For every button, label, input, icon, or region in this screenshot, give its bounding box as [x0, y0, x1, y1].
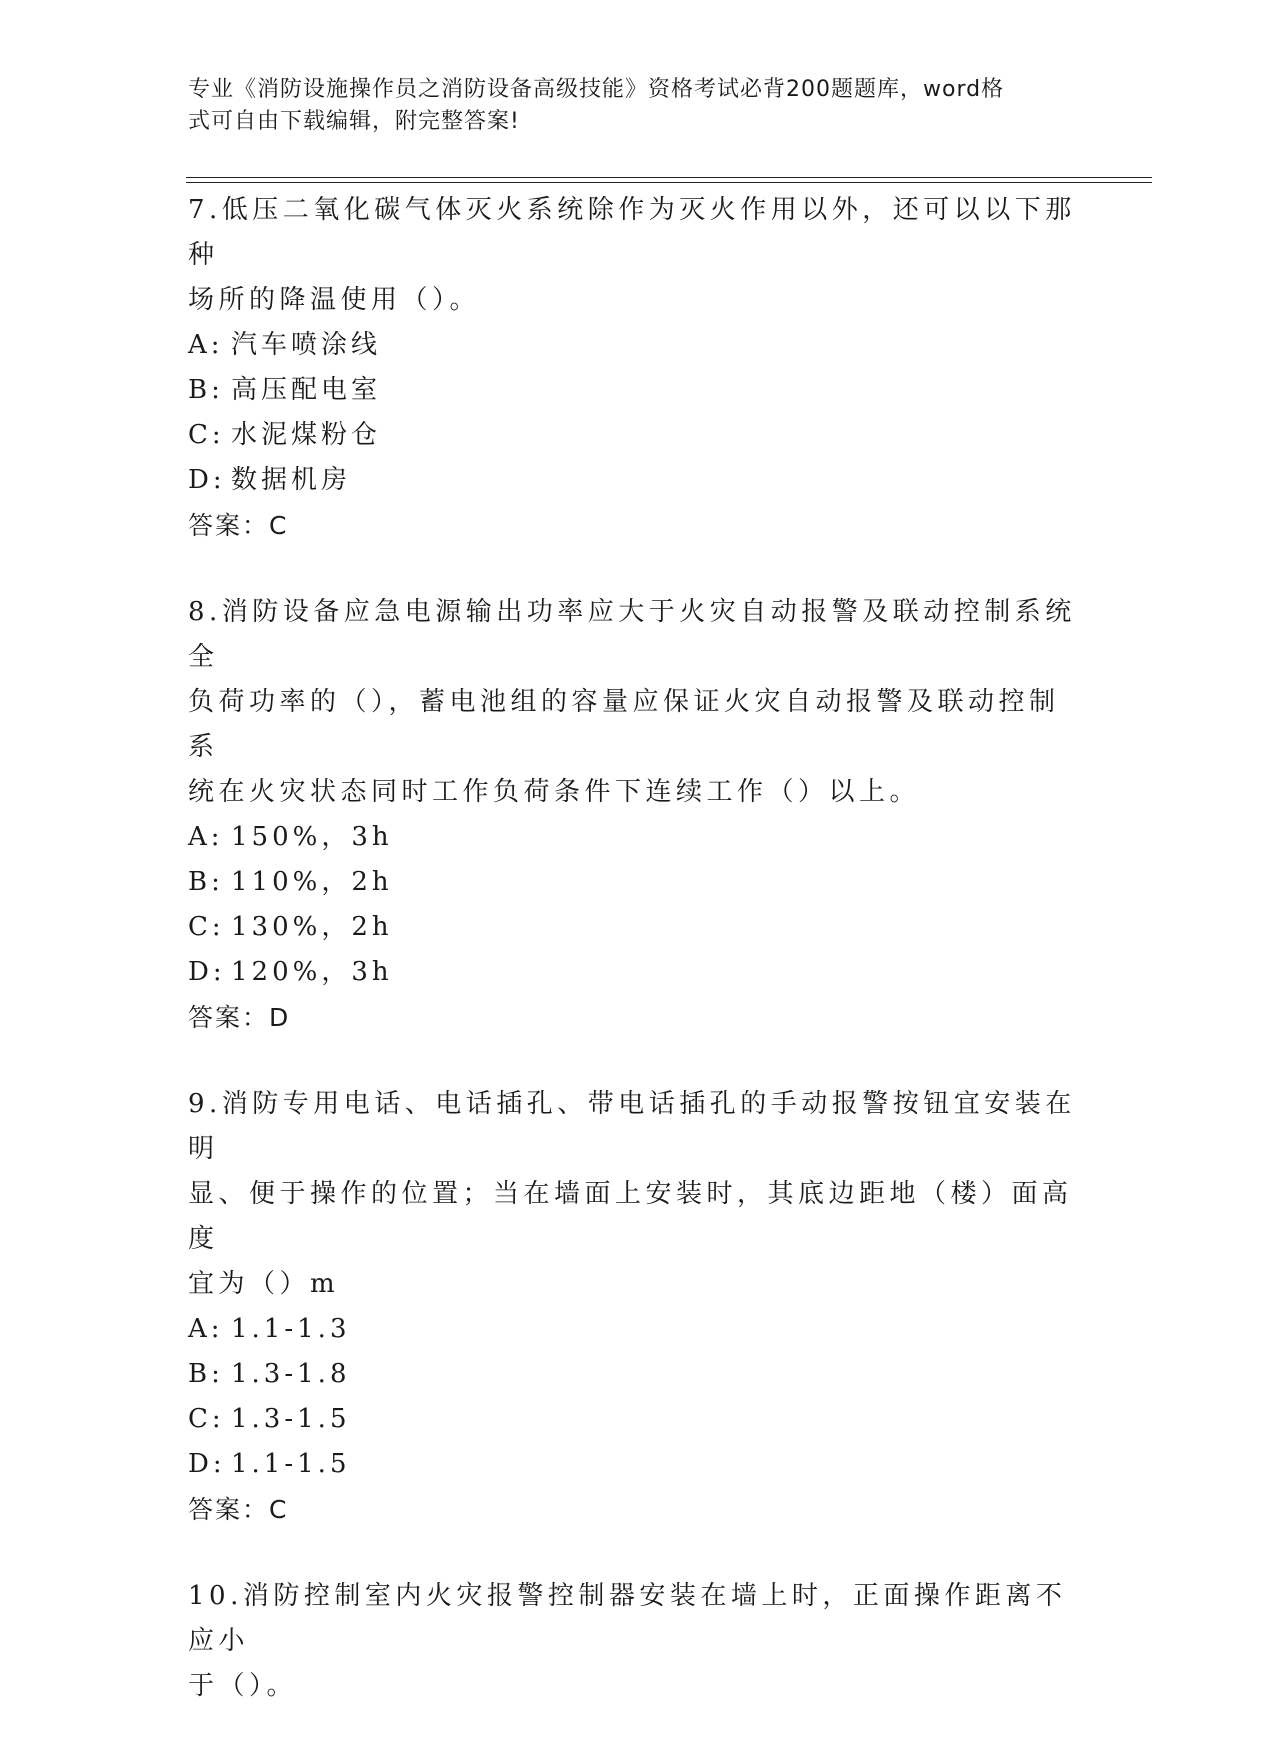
option-key: B:	[188, 1359, 224, 1389]
option-b	[188, 1352, 1088, 1397]
option-text: 110%，2h	[231, 867, 393, 897]
option-key: B:	[188, 867, 224, 897]
question-line: 8.消防设备应急电源输出功率应大于火灾自动报警及联动控制系统全	[188, 597, 1076, 672]
question-block	[188, 188, 1088, 548]
question-line: 显、便于操作的位置；当在墙面上安装时，其底边距地（楼）面高度	[188, 1179, 1073, 1254]
option-key: C:	[188, 912, 225, 942]
question-line: 7.低压二氧化碳气体灭火系统除作为灭火作用以外，还可以以下那种	[188, 195, 1076, 270]
option-text: 130%，2h	[231, 912, 393, 942]
option-key: A:	[188, 822, 224, 852]
option-key: A:	[188, 1314, 224, 1344]
question-line: 10.消防控制室内火灾报警控制器安装在墙上时，正面操作距离不应小	[188, 1581, 1067, 1656]
option-d	[188, 458, 1088, 503]
option-c	[188, 1397, 1088, 1442]
question-line: 宜为（）m	[188, 1269, 340, 1299]
option-key: D:	[188, 957, 226, 987]
answer-line: 答案：C	[188, 511, 289, 540]
header-divider-top	[186, 177, 1152, 178]
header-line-2: 式可自由下载编辑，附完整答案!	[188, 109, 520, 134]
question-line: 场所的降温使用（）。	[188, 285, 481, 315]
option-text: 120%，3h	[231, 957, 393, 987]
option-b	[188, 368, 1088, 413]
option-text: 1.1-1.5	[231, 1449, 351, 1479]
option-key: D:	[188, 465, 226, 495]
option-text: 高压配电室	[231, 375, 382, 405]
document-header	[188, 74, 1068, 138]
option-d	[188, 950, 1088, 995]
option-key: D:	[188, 1449, 226, 1479]
question-block	[188, 1082, 1088, 1532]
option-key: B:	[188, 375, 224, 405]
question-block	[188, 590, 1088, 1040]
option-key: A:	[188, 330, 224, 360]
option-text: 水泥煤粉仓	[231, 420, 382, 450]
question-line: 于（）。	[188, 1671, 298, 1701]
option-text: 汽车喷涂线	[231, 330, 382, 360]
option-c	[188, 905, 1088, 950]
option-a	[188, 1307, 1088, 1352]
question-line: 负荷功率的（），蓄电池组的容量应保证火灾自动报警及联动控制系	[188, 687, 1060, 762]
option-c	[188, 413, 1088, 458]
header-divider-bottom	[186, 182, 1152, 183]
option-text: 150%，3h	[231, 822, 393, 852]
header-line-1: 专业《消防设施操作员之消防设备高级技能》资格考试必背200题题库，word格	[188, 77, 1005, 102]
option-text: 1.3-1.8	[231, 1359, 351, 1389]
question-line: 9.消防专用电话、电话插孔、带电话插孔的手动报警按钮宜安装在明	[188, 1089, 1076, 1164]
answer-line: 答案：D	[188, 1003, 291, 1032]
option-text: 1.3-1.5	[231, 1404, 351, 1434]
option-d	[188, 1442, 1088, 1487]
answer-line: 答案：C	[188, 1495, 289, 1524]
question-list	[188, 188, 1088, 1751]
option-text: 1.1-1.3	[231, 1314, 351, 1344]
option-key: C:	[188, 1404, 225, 1434]
option-b	[188, 860, 1088, 905]
question-block	[188, 1574, 1088, 1709]
option-text: 数据机房	[231, 465, 352, 495]
question-line: 统在火灾状态同时工作负荷条件下连续工作（）以上。	[188, 777, 921, 807]
option-key: C:	[188, 420, 225, 450]
option-a	[188, 815, 1088, 860]
option-a	[188, 323, 1088, 368]
